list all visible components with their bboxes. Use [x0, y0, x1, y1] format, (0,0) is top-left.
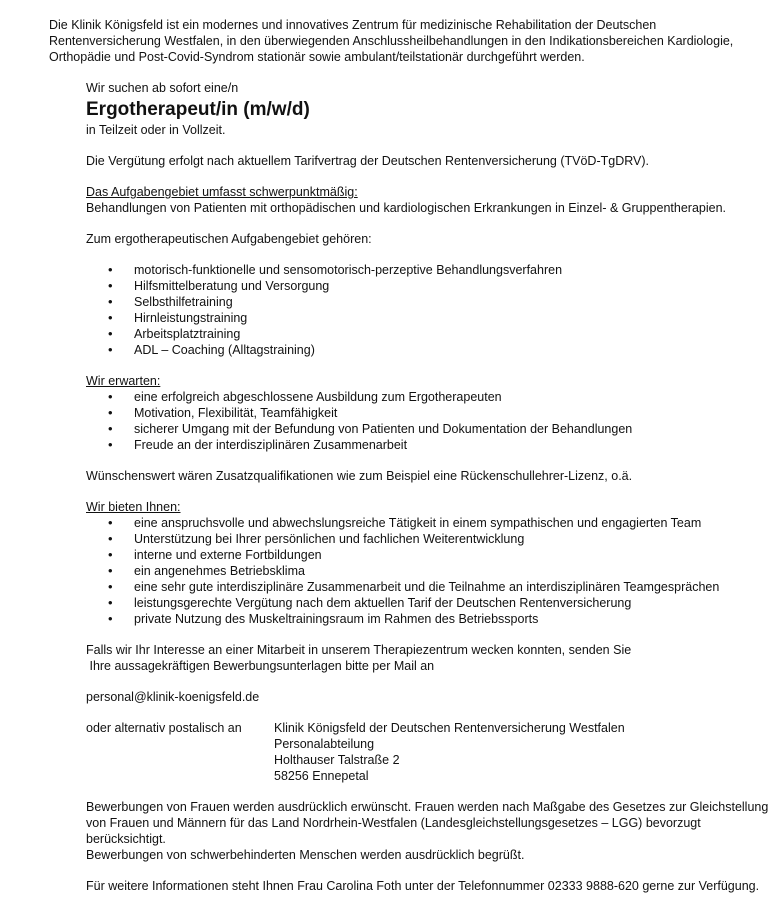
- list-item: • leistungsgerechte Vergütung nach dem aktuellen Tarif der Deutschen Rentenversicherung: [86, 595, 776, 611]
- list-item: • ADL – Coaching (Alltagstraining): [86, 342, 776, 358]
- tasks-heading: Zum ergotherapeutischen Aufgabengebiet gehören:: [86, 232, 372, 246]
- list-item: • Hirnleistungstraining: [86, 310, 776, 326]
- postal-label: oder alternativ postalisch an: [86, 721, 242, 735]
- list-item: • Unterstützung bei Ihrer persönlichen und fachlichen Weiterentwicklung: [86, 531, 776, 547]
- offer-heading: Wir bieten Ihnen:: [86, 500, 181, 514]
- women-note: Bewerbungen von Frauen werden ausdrücklich erwünscht. Frauen werden nach Maßgabe des Gesetzes zur Gleichstellung von Frauen und Männern für das Land Nordrhein-Westfalen (Landesgleichstellungsgesetzes – LGG) bevorzugt berücksichtigt.: [86, 800, 769, 846]
- list-item: • Arbeitsplatztraining: [86, 326, 776, 342]
- list-item: • Freude an der interdisziplinären Zusammenarbeit: [86, 437, 776, 453]
- list-item: • Motivation, Flexibilität, Teamfähigkeit: [86, 405, 776, 421]
- job-posting: [86, 80, 776, 894]
- offer-list: [86, 515, 776, 627]
- tasks-list: [86, 262, 776, 358]
- postal-address-block: [86, 720, 776, 784]
- search-line: Wir suchen ab sofort eine/n: [86, 81, 239, 95]
- list-item: • interne und externe Fortbildungen: [86, 547, 776, 563]
- list-item: • eine anspruchsvolle und abwechslungsreiche Tätigkeit in einem sympathischen und engagierten Team: [86, 515, 776, 531]
- list-item: • eine sehr gute interdisziplinäre Zusammenarbeit und die Teilnahme an interdisziplinären Teamgesprächen: [86, 579, 776, 595]
- focus-heading: Das Aufgabengebiet umfasst schwerpunktmäßig:: [86, 185, 358, 199]
- focus-text: Behandlungen von Patienten mit orthopädischen und kardiologischen Erkrankungen in Einzel- & Gruppentherapien.: [86, 201, 727, 215]
- list-item: • sicherer Umgang mit der Befundung von Patienten und Dokumentation der Behandlungen: [86, 421, 776, 437]
- intro-paragraph: Die Klinik Königsfeld ist ein modernes und innovatives Zentrum für medizinische Rehabilitation der Deutschen Rentenversicherung Westfalen, in den überwiegenden Anschlussheilbehandlungen in den Indikationsbereichen Kardiologie, Orthopädie und Post-Covid-Syndrom stationär sowie ambulant/teilstationär durchgeführt werden.: [49, 18, 734, 64]
- interest-line-2: Ihre aussagekräftigen Bewerbungsunterlagen bitte per Mail an: [86, 659, 435, 673]
- list-item: • Selbsthilfetraining: [86, 294, 776, 310]
- contact-info: Für weitere Informationen steht Ihnen Frau Carolina Foth unter der Telefonnummer 02333 9888-620 gerne zur Verfügung.: [86, 879, 760, 893]
- email-address: personal@klinik-koenigsfeld.de: [86, 690, 260, 704]
- list-item: • private Nutzung des Muskeltrainingsraum im Rahmen des Betriebssports: [86, 611, 776, 627]
- address-line: 58256 Ennepetal: [274, 769, 369, 783]
- list-item: • motorisch-funktionelle und sensomotorisch-perzeptive Behandlungsverfahren: [86, 262, 776, 278]
- interest-line-1: Falls wir Ihr Interesse an einer Mitarbeit in unserem Therapiezentrum wecken konnten, senden Sie: [86, 643, 632, 657]
- list-item: • Hilfsmittelberatung und Versorgung: [86, 278, 776, 294]
- job-title: Ergotherapeut/in (m/w/d): [86, 99, 310, 120]
- desirable-qualifications: Wünschenswert wären Zusatzqualifikationen wie zum Beispiel eine Rückenschullehrer-Lizenz, o.ä.: [86, 469, 633, 483]
- list-item: • ein angenehmes Betriebsklima: [86, 563, 776, 579]
- address-line: Klinik Königsfeld der Deutschen Rentenversicherung Westfalen: [274, 721, 625, 735]
- salary-info: Die Vergütung erfolgt nach aktuellem Tarifvertrag der Deutschen Rentenversicherung (TVöD-TgDRV).: [86, 154, 650, 168]
- postal-address: [274, 720, 625, 784]
- expect-heading: Wir erwarten:: [86, 374, 161, 388]
- address-line: Holthauser Talstraße 2: [274, 753, 400, 767]
- address-line: Personalabteilung: [274, 737, 375, 751]
- list-item: • eine erfolgreich abgeschlossene Ausbildung zum Ergotherapeuten: [86, 389, 776, 405]
- employment-type: in Teilzeit oder in Vollzeit.: [86, 123, 226, 137]
- expect-list: [86, 389, 776, 453]
- disabled-note: Bewerbungen von schwerbehinderten Menschen werden ausdrücklich begrüßt.: [86, 848, 525, 862]
